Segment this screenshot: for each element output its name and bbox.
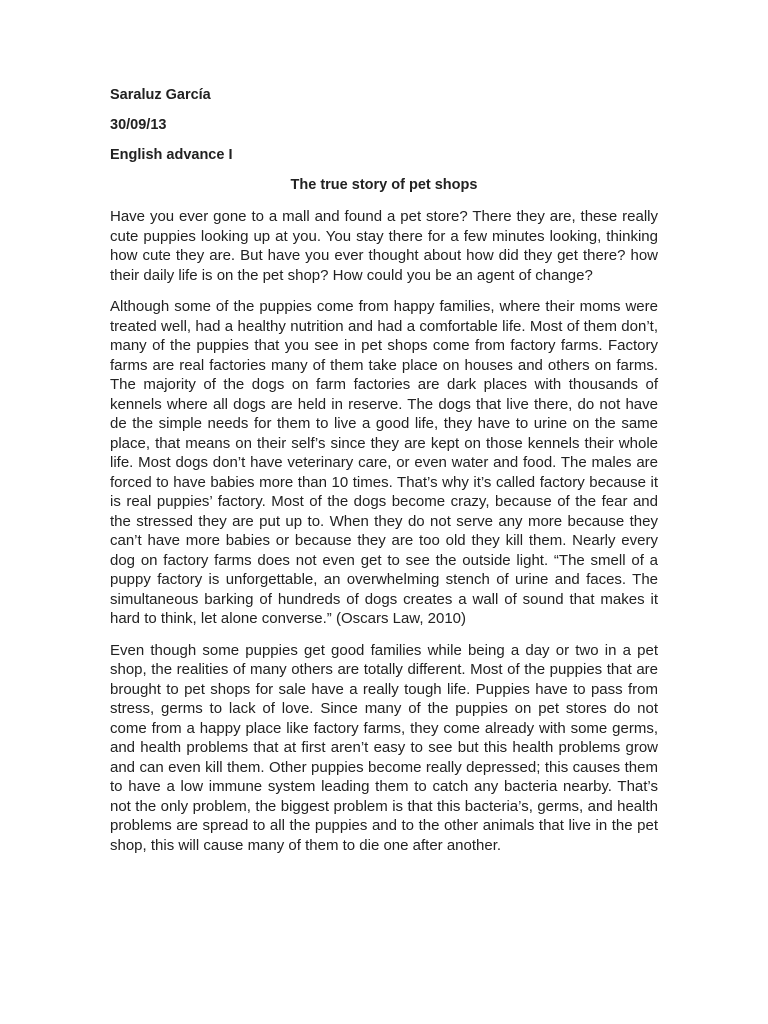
author-name: Saraluz García (110, 87, 211, 103)
paragraph-intro: Have you ever gone to a mall and found a pet store? There they are, these really cute puppies looking up at you. You stay there for a few minutes looking, thinking how cute they are. But have you ever thought about how did they get there? how their daily life is on the pet shop? How could you be an agent of change? (110, 208, 658, 284)
course-name: English advance I (110, 147, 233, 163)
paragraph-pet-shop-life: Even though some puppies get good families while being a day or two in a pet shop, the realities of many others are totally different. Most of the puppies that are brought to pet shops for sale have a really tough life. Puppies have to pass from stress, germs to lack of love. Since many of the puppies on pet stores do not come from a happy place like factory farms, they come already with some germs, and health problems that at first aren’t easy to see but this health problems grow and can even kill them. Other puppies become really depressed; this causes them to have a low immune system leading them to catch any bacteria nearby. That’s not the only problem, the biggest problem is that this bacteria’s, germs, and health problems are spread to all the puppies and to the other animals that live in the pet shop, this will cause many of them to die one after another. (110, 641, 658, 854)
document-title: The true story of pet shops (290, 177, 478, 193)
paragraph-factory-farms: Although some of the puppies come from happy families, where their moms were treated well, had a healthy nutrition and had a comfortable life. Most of them don’t, many of the puppies that you see in pet shops come from factory farms. Factory farms are real factories many of them take place on houses and others on farms. The majority of the dogs on farm factories are dark places with thousands of kennels where all dogs are held in reserve. The dogs that live there, do not have de the simple needs for them to live a good life, they have to urine on the same place, that means on their self’s since they are kept on those kennels their whole life. Most dogs don’t have veterinary care, or even water and food. The males are forced to have babies more than 10 times. That’s why it’s called factory because it is real puppies’ factory. Most of the dogs become crazy, because of the fear and the stressed they are put up to. When they do not serve any more because they can’t have more babies or because they are too old they kill them. Nearly every dog on factory farms does not even get to see the outside light. “The smell of a puppy factory is unforgettable, an overwhelming stench of urine and faces. The simultaneous barking of hundreds of dogs creates a wall of sound that makes it hard to think, let alone converse.” (Oscars Law, 2010) (110, 298, 658, 627)
document-date: 30/09/13 (110, 117, 167, 133)
